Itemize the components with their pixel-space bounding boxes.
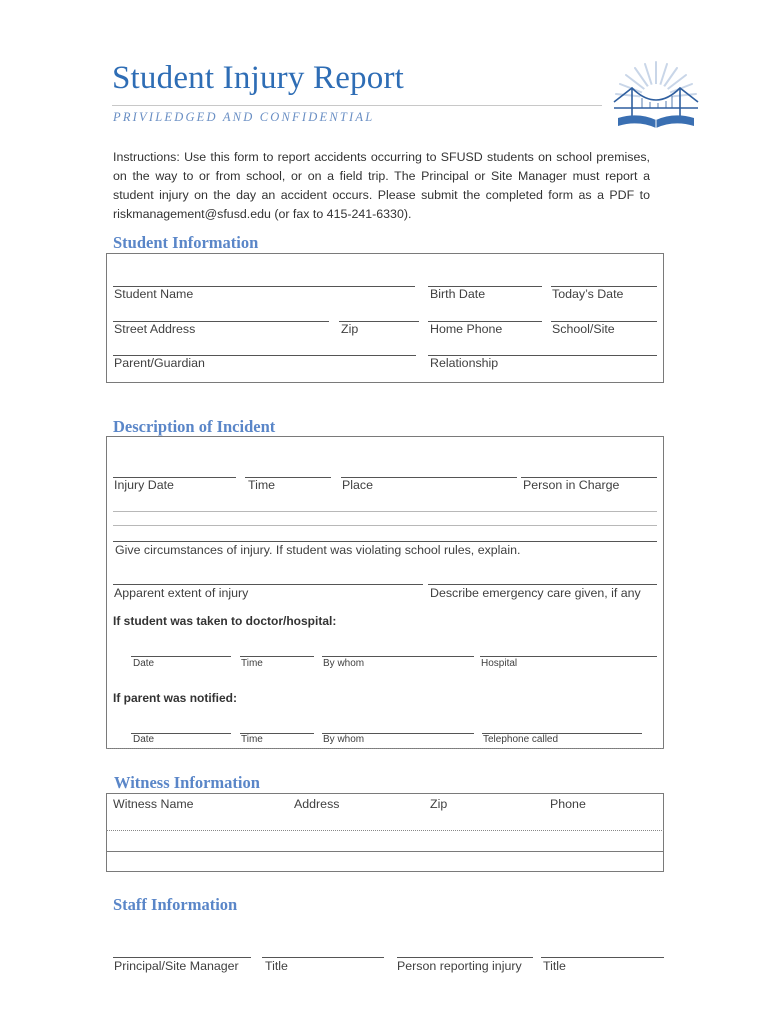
circumstances-field[interactable] bbox=[113, 541, 657, 542]
title-divider bbox=[112, 105, 602, 106]
telephone-called-label: Telephone called bbox=[483, 734, 559, 745]
hospital-label: Hospital bbox=[481, 658, 518, 669]
incident-box-bottom-dotted bbox=[106, 748, 664, 749]
doctor-date-field[interactable] bbox=[131, 656, 231, 657]
title1-label: Title bbox=[265, 959, 288, 973]
doctor-by-whom-field[interactable] bbox=[322, 656, 474, 657]
principal-field[interactable] bbox=[113, 957, 251, 958]
page-subtitle: PRIVILEDGED AND CONFIDENTIAL bbox=[113, 110, 375, 124]
incident-heading: Description of Incident bbox=[113, 417, 276, 436]
zip-label: Zip bbox=[341, 322, 359, 336]
doctor-hospital-heading: If student was taken to doctor/hospital: bbox=[113, 614, 337, 628]
school-site-label: School/Site bbox=[552, 322, 615, 336]
doctor-time-label: Time bbox=[241, 658, 263, 669]
witness-col-address: Address bbox=[294, 797, 340, 811]
person-in-charge-label: Person in Charge bbox=[523, 478, 620, 492]
parent-by-whom-label: By whom bbox=[323, 734, 365, 745]
doctor-date-label: Date bbox=[133, 658, 155, 669]
title2-field[interactable] bbox=[541, 957, 664, 958]
person-reporting-field[interactable] bbox=[397, 957, 533, 958]
parent-time-label: Time bbox=[241, 734, 263, 745]
witness-heading: Witness Information bbox=[114, 773, 260, 792]
title2-label: Title bbox=[543, 959, 566, 973]
person-reporting-label: Person reporting injury bbox=[397, 959, 522, 973]
witness-row-2[interactable] bbox=[106, 851, 664, 852]
injury-date-label: Injury Date bbox=[114, 478, 174, 492]
street-address-label: Street Address bbox=[114, 322, 196, 336]
principal-label: Principal/Site Manager bbox=[114, 959, 239, 973]
parent-notified-heading: If parent was notified: bbox=[113, 691, 238, 705]
bridge-book-logo-icon bbox=[612, 58, 700, 138]
witness-row-1[interactable] bbox=[106, 830, 664, 831]
witness-col-phone: Phone bbox=[550, 797, 586, 811]
circumstances-label: Give circumstances of injury. If student was violating school rules, explain. bbox=[115, 543, 521, 557]
emergency-care-label: Describe emergency care given, if any bbox=[430, 586, 641, 600]
hospital-field[interactable] bbox=[480, 656, 657, 657]
parent-date-label: Date bbox=[133, 734, 155, 745]
circumstances-line-1[interactable] bbox=[113, 511, 657, 512]
circumstances-line-2[interactable] bbox=[113, 525, 657, 526]
title1-field[interactable] bbox=[262, 957, 384, 958]
page-title: Student Injury Report bbox=[112, 60, 404, 96]
todays-date-label: Today’s Date bbox=[552, 287, 624, 301]
student-name-label: Student Name bbox=[114, 287, 194, 301]
apparent-extent-field[interactable] bbox=[113, 584, 423, 585]
witness-col-name: Witness Name bbox=[113, 797, 194, 811]
staff-heading: Staff Information bbox=[113, 895, 238, 914]
parent-guardian-label: Parent/Guardian bbox=[114, 356, 205, 370]
emergency-care-field[interactable] bbox=[428, 584, 657, 585]
witness-col-zip: Zip bbox=[430, 797, 448, 811]
birth-date-label: Birth Date bbox=[430, 287, 486, 301]
doctor-by-whom-label: By whom bbox=[323, 658, 365, 669]
doctor-time-field[interactable] bbox=[240, 656, 314, 657]
home-phone-label: Home Phone bbox=[430, 322, 503, 336]
apparent-extent-label: Apparent extent of injury bbox=[114, 586, 249, 600]
relationship-label: Relationship bbox=[430, 356, 499, 370]
injury-time-label: Time bbox=[248, 478, 276, 492]
place-label: Place bbox=[342, 478, 373, 492]
student-info-heading: Student Information bbox=[113, 233, 259, 252]
instructions-text: Instructions: Use this form to report accidents occurring to SFUSD students on school premises, on the way to or from school, or on a field trip. The Principal or Site Manager must report a student injury on the day an accident occurs. Please submit the completed form as a PDF to riskmanagement@sfusd.edu (or fax to 415-241-6330). bbox=[113, 150, 650, 221]
